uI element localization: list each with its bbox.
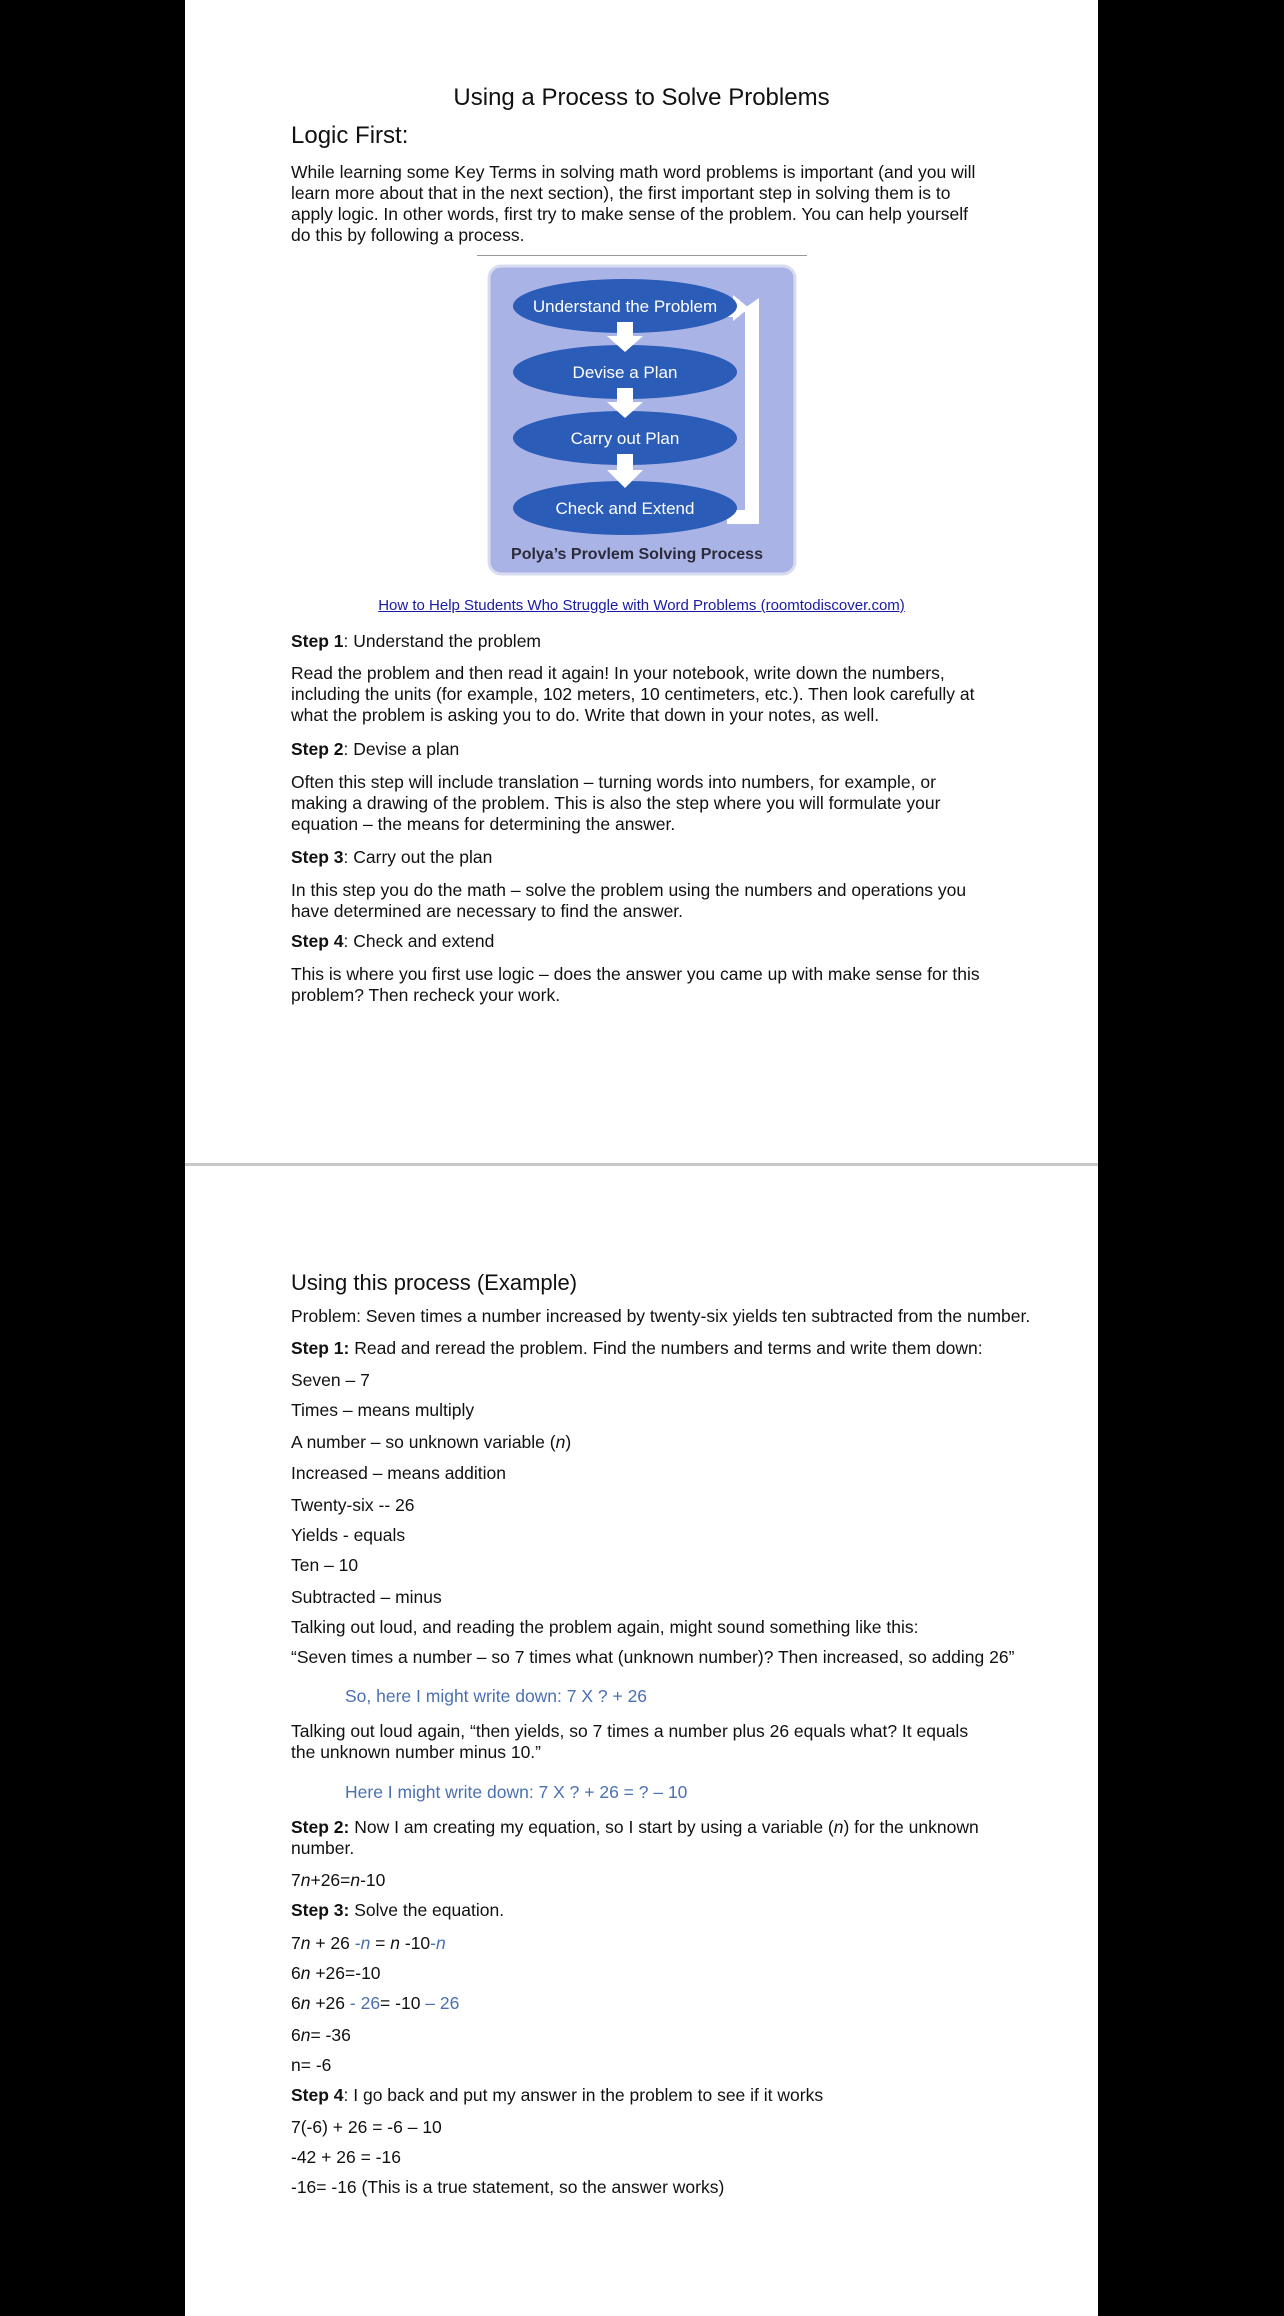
term-increased: Increased – means addition (291, 1463, 506, 1483)
equation-3: 6n +26=-10 (291, 1963, 381, 1983)
term-twentysix: Twenty-six -- 26 (291, 1495, 415, 1515)
section-heading-logic-first: Logic First: (291, 122, 409, 149)
step2-heading: Step 2: Devise a plan (291, 739, 460, 759)
talk-aloud-2: Talking out loud again, “then yields, so 7 times a number plus 26 equals what? It equals the unknown number minus 10.” (291, 1721, 969, 1762)
equation-5: 6n= -36 (291, 2025, 351, 2045)
page-title: Using a Process to Solve Problems (453, 84, 830, 111)
term-yields: Yields - equals (291, 1525, 406, 1545)
step4-heading: Step 4: Check and extend (291, 931, 495, 951)
step1-body: Read the problem and then read it again! In your notebook, write down the numbers, including the units (for example, 102 meters, 10 centimeters, etc.). Then look carefully at what the problem is asking you to do. Write that down in your notes, as well. (291, 663, 975, 725)
term-subtracted: Subtracted – minus (291, 1587, 442, 1607)
polya-diagram (477, 256, 807, 584)
talk-aloud-1: Talking out loud, and reading the problem again, might sound something like this: (291, 1617, 919, 1637)
term-times: Times – means multiply (291, 1400, 475, 1420)
check-line-1: 7(-6) + 26 = -6 – 10 (291, 2117, 442, 2137)
step1-heading: Step 1: Understand the problem (291, 631, 542, 651)
step4-body: This is where you first use logic – does the answer you came up with make sense for this problem? Then recheck your work. (291, 964, 980, 1005)
check-line-3: -16= -16 (This is a true statement, so the answer works) (291, 2177, 725, 2197)
example-step3: Step 3: Solve the equation. (291, 1900, 505, 1920)
source-link[interactable]: How to Help Students Who Struggle with Word Problems (roomtodiscover.com) (378, 597, 905, 614)
example-step2: Step 2: Now I am creating my equation, so I start by using a variable (n) for the unknown number. (291, 1817, 979, 1858)
intro-paragraph: While learning some Key Terms in solving math word problems is important (and you will learn more about that in the next section), the first important step in solving them is to apply logic. In other words, first try to make sense of the problem. You can help yourself do this by following a process. (291, 162, 976, 245)
step3-heading: Step 3: Carry out the plan (291, 847, 493, 867)
diagram-step-2: Devise a Plan (572, 363, 678, 382)
step3-body: In this step you do the math – solve the problem using the numbers and operations you have determined are necessary to find the answer. (291, 880, 967, 921)
step2-body: Often this step will include translation – turning words into numbers, for example, or making a drawing of the problem. This is also the step where you will formulate your equation – the means for determining the answer. (291, 772, 941, 834)
diagram-step-3: Carry out Plan (570, 429, 680, 448)
term-seven: Seven – 7 (291, 1370, 370, 1390)
equation-1: 7n+26=n-10 (291, 1870, 386, 1890)
note-1: So, here I might write down: 7 X ? + 26 (345, 1686, 648, 1706)
example-step4: Step 4: I go back and put my answer in the problem to see if it works (291, 2085, 824, 2105)
note-2: Here I might write down: 7 X ? + 26 = ? – 10 (345, 1782, 688, 1802)
diagram-caption: Polya’s Provlem Solving Process (511, 546, 763, 563)
example-heading: Using this process (Example) (291, 1270, 578, 1295)
document-page-2 (185, 1166, 1098, 2316)
problem-statement: Problem: Seven times a number increased by twenty-six yields ten subtracted from the number. (291, 1306, 1031, 1326)
equation-4: 6n +26 - 26= -10 – 26 (291, 1993, 460, 2013)
quote-1: “Seven times a number – so 7 times what (unknown number)? Then increased, so adding 26” (291, 1647, 1015, 1667)
polya-diagram-frame (477, 255, 807, 586)
term-ten: Ten – 10 (291, 1555, 359, 1575)
diagram-step-1: Understand the Problem (532, 297, 718, 316)
document-page-1 (185, 0, 1098, 1163)
diagram-step-4: Check and Extend (555, 499, 695, 518)
equation-6: n= -6 (291, 2055, 332, 2075)
check-line-2: -42 + 26 = -16 (291, 2147, 401, 2167)
example-step1: Step 1: Read and reread the problem. Find the numbers and terms and write them down: (291, 1338, 983, 1358)
equation-2: 7n + 26 -n = n -10-n (291, 1933, 446, 1953)
term-number: A number – so unknown variable (n) (291, 1432, 572, 1452)
